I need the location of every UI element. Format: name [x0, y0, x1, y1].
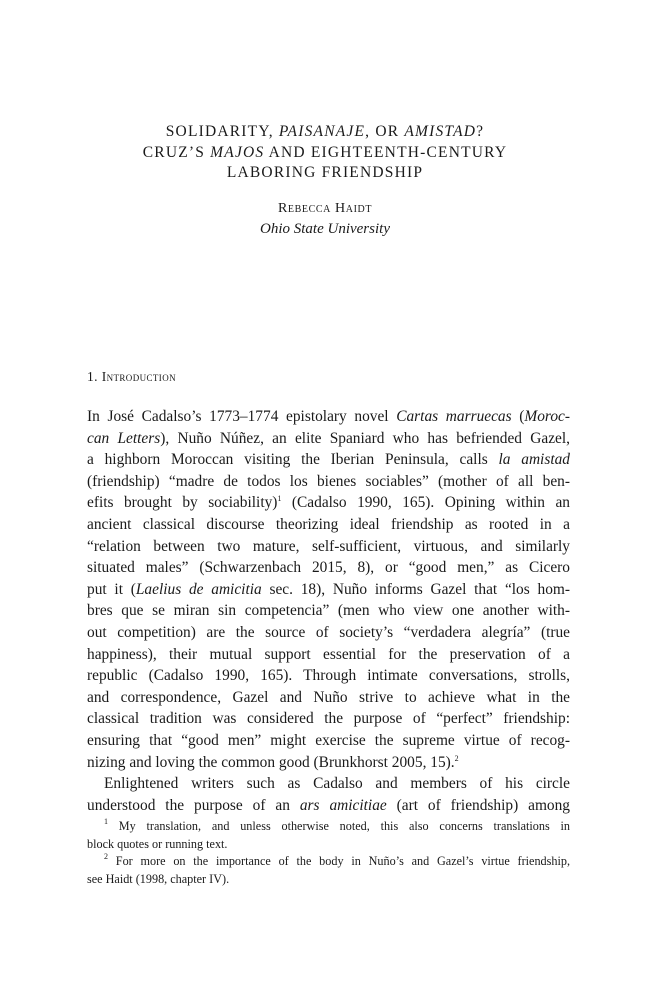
body-line	[87, 579, 570, 601]
title-line-2	[0, 143, 650, 164]
body-line	[87, 644, 570, 666]
title-text: AND EIGHTEENTH-CENTURY	[264, 143, 508, 161]
body-text	[87, 406, 570, 816]
text-run: happiness), their mutual support essential for the preservation of a	[87, 645, 570, 663]
text-run: block quotes or running text.	[87, 836, 228, 851]
title-text: SOLIDARITY,	[165, 123, 279, 140]
author-affiliation: Ohio State University	[260, 221, 390, 237]
text-run: put it (	[87, 580, 136, 598]
title-italic: PAISANAJE	[278, 123, 366, 140]
text-run: ), Nuño Núñez, an elite Spaniard who has befriended Gazel,	[160, 429, 570, 447]
text-run: (	[511, 408, 525, 425]
footnote-line	[87, 853, 570, 871]
title-line-3: LABORING FRIENDSHIP	[226, 164, 424, 181]
body-line	[87, 773, 570, 795]
text-run: ancient classical discourse theorizing ideal friendship as rooted in a	[87, 515, 570, 533]
footnote-line	[87, 818, 570, 836]
text-run: For more on the importance of the body in Nuño’s and Gazel’s virtue friendship,	[108, 854, 570, 868]
text-run: sec. 18), Nuño informs Gazel that “los hom-	[261, 580, 570, 598]
body-line	[87, 536, 570, 558]
title-italic: MAJOS	[210, 143, 265, 161]
title-italic: AMISTAD	[404, 123, 477, 140]
text-run: My translation, and unless otherwise noted, this also concerns translations in	[108, 819, 570, 833]
text-run: Enlightened writers such as Cadalso and members of his circle	[104, 775, 570, 793]
body-line	[87, 687, 570, 709]
title-text: ?	[476, 123, 485, 140]
text-run: and correspondence, Gazel and Nuño strive to achieve what in the	[87, 688, 570, 706]
text-run: see Haidt (1998, chapter IV).	[87, 871, 230, 886]
text-run: out competition) are the source of society’s “verdadera alegría” (true	[87, 623, 570, 641]
body-line	[87, 730, 570, 752]
author-name: Rebecca Haidt	[277, 201, 373, 216]
body-line	[87, 557, 570, 579]
italic-run: Moroc-	[524, 408, 570, 425]
body-line	[87, 514, 570, 536]
italic-run: la amistad	[498, 451, 570, 469]
title-text: , OR	[365, 123, 405, 140]
text-run: understood the purpose of an	[87, 796, 300, 814]
text-run: a highborn Moroccan visiting the Iberian Peninsula, calls	[87, 451, 499, 469]
footnote-line	[87, 836, 570, 854]
italic-run: ars amicitiae	[299, 796, 387, 814]
body-line	[87, 708, 570, 730]
footnotes	[87, 818, 570, 888]
text-run: (art of friendship) among	[386, 796, 570, 814]
footnote-marker: 2	[454, 753, 459, 763]
text-run: classical tradition was considered the purpose of “perfect” friendship:	[87, 710, 570, 728]
body-line	[87, 752, 570, 774]
section-heading: 1. Introduction	[87, 369, 176, 384]
body-line	[87, 665, 570, 687]
text-run: situated males” (Schwarzenbach 2015, 8), or “good men,” as Cicero	[87, 559, 570, 577]
footnote-marker: 2	[104, 852, 108, 861]
italic-run: Laelius de amicitia	[135, 580, 262, 598]
text-run: nizing and loving the common good (Brunkhorst 2005, 15).	[87, 753, 455, 771]
footnote-line	[87, 871, 570, 889]
title-text: CRUZ’S	[142, 143, 211, 161]
body-line	[87, 795, 570, 817]
body-line	[87, 600, 570, 622]
body-line	[87, 471, 570, 493]
text-run: “relation between two mature, self-sufficient, virtuous, and similarly	[87, 537, 570, 555]
text-run: ensuring that “good men” might exercise the supreme virtue of recog-	[87, 731, 570, 749]
italic-run: Cartas marruecas	[396, 408, 512, 425]
body-line	[87, 406, 570, 428]
body-line	[87, 428, 570, 450]
text-run: efits brought by sociability)	[87, 494, 278, 512]
italic-run: can Letters	[87, 429, 161, 447]
text-run: (Cadalso 1990, 165). Opining within an	[281, 494, 570, 512]
title-line-1	[0, 122, 650, 143]
body-line	[87, 449, 570, 471]
footnote-marker: 1	[277, 494, 282, 504]
text-run: republic (Cadalso 1990, 165). Through intimate conversations, strolls,	[87, 667, 570, 685]
article-title	[0, 122, 650, 184]
text-run: bres que se miran sin competencia” (men who view one another with-	[87, 602, 570, 620]
body-line	[87, 492, 570, 514]
text-run: (friendship) “madre de todos los bienes sociables” (mother of all ben-	[87, 472, 570, 490]
text-run: In José Cadalso’s 1773–1774 epistolary novel	[87, 408, 397, 425]
body-line	[87, 622, 570, 644]
footnote-marker: 1	[104, 817, 108, 826]
